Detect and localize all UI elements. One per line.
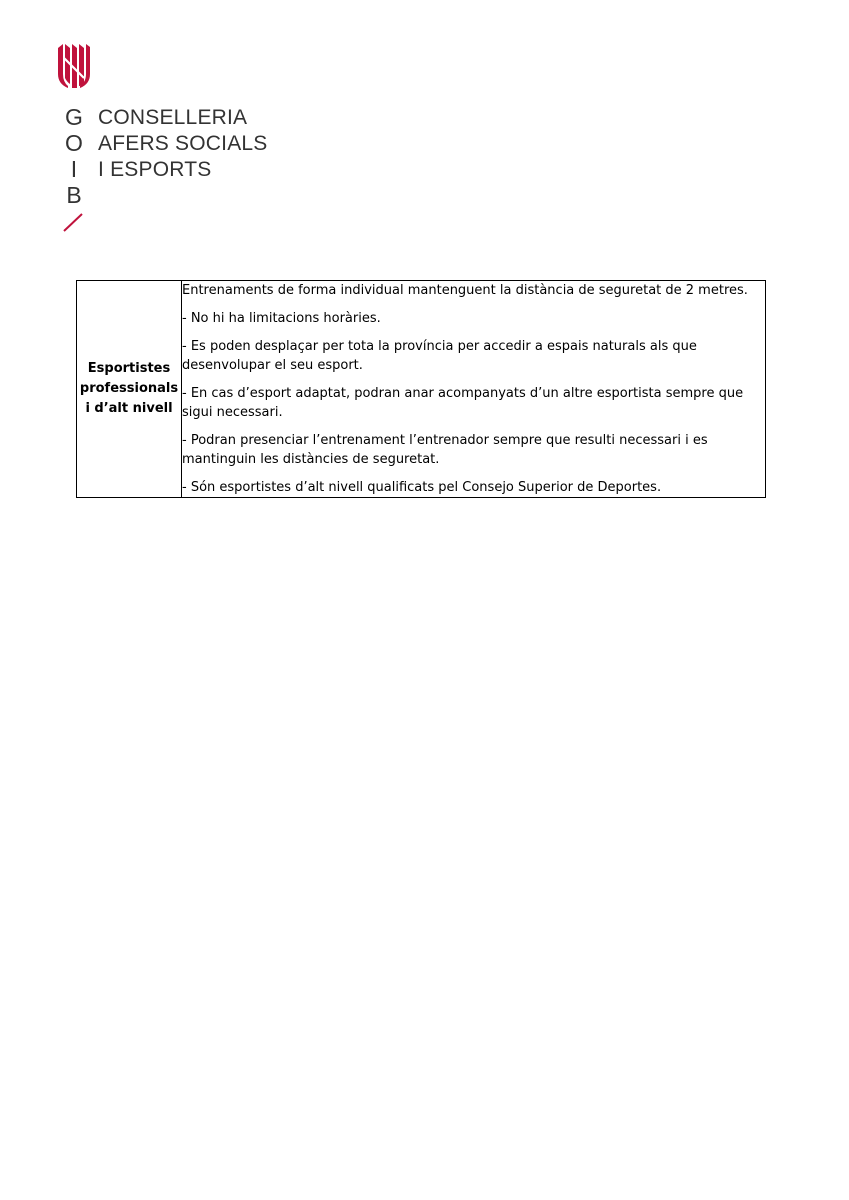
detail-item: Entrenaments de forma individual mantenguent la distància de seguretat de 2 metres. xyxy=(182,283,748,298)
detail-item: - Són esportistes d’alt nivell qualificats pel Consejo Superior de Deportes. xyxy=(182,480,662,495)
goib-emblem-icon xyxy=(58,44,90,88)
measures-table xyxy=(76,280,766,498)
goib-letter: B xyxy=(66,182,82,208)
goib-letter: I xyxy=(70,156,78,182)
table-row xyxy=(77,281,766,498)
category-line: professionals xyxy=(79,381,179,396)
goib-letter: O xyxy=(65,130,83,156)
detail-item: - Podran presenciar l’entrenament l’entrenador sempre que resulti necessari i es mantinguin les distàncies de seguretat. xyxy=(182,433,708,467)
goib-slash-icon xyxy=(62,212,84,232)
department-line: I ESPORTS xyxy=(98,158,212,181)
detail-item: - Es poden desplaçar per tota la província per accedir a espais naturals als que desenvolupar el seu esport. xyxy=(182,339,697,373)
detail-item: - En cas d’esport adaptat, podran anar acompanyats d’un altre esportista sempre que sigui necessari. xyxy=(182,386,744,420)
department-line: CONSELLERIA xyxy=(98,106,248,129)
department-line: AFERS SOCIALS xyxy=(98,132,268,155)
detail-item: - No hi ha limitacions horàries. xyxy=(182,311,381,326)
goib-letter: G xyxy=(65,104,83,130)
detail-cell xyxy=(182,281,766,498)
goib-wordmark xyxy=(63,104,85,208)
category-line: i d’alt nivell xyxy=(85,401,173,416)
category-cell xyxy=(77,281,182,498)
category-line: Esportistes xyxy=(87,361,171,376)
department-name xyxy=(98,105,267,183)
